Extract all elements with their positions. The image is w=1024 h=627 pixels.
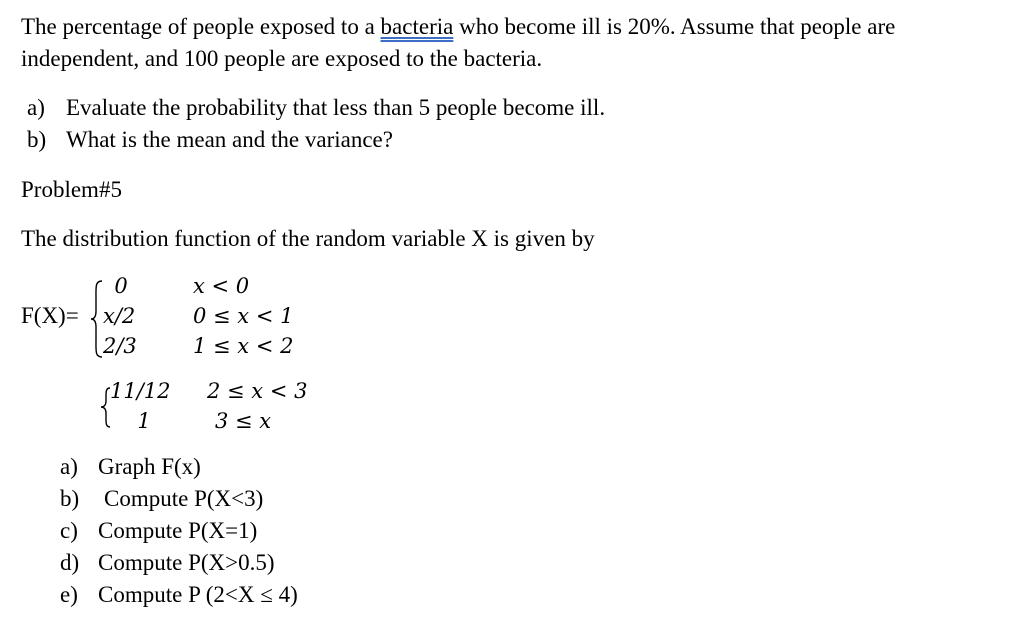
problem5-part-label-c: c) bbox=[60, 518, 78, 543]
case2-condition: 0 ≤ x < 1 bbox=[193, 304, 294, 328]
problem5-part-text-e: Compute P (2<X ≤ 4) bbox=[98, 582, 298, 607]
problem4-line1 bbox=[21, 13, 895, 41]
underlined-word-bacteria: bacteria bbox=[380, 14, 454, 39]
problem5-part-label-e: e) bbox=[60, 582, 78, 607]
problem4-text-after: who become ill is 20%. Assume that people are bbox=[453, 14, 896, 39]
problem5-part-text-d: Compute P(X>0.5) bbox=[98, 550, 275, 575]
problem4-line2: independent, and 100 people are exposed to the bacteria. bbox=[21, 46, 543, 71]
case1-condition: x < 0 bbox=[193, 274, 250, 298]
problem4-part-text-b: What is the mean and the variance? bbox=[66, 127, 393, 152]
case4-condition: 2 ≤ x < 3 bbox=[207, 379, 308, 403]
case5-value: 1 bbox=[137, 409, 151, 433]
case3-value: 2/3 bbox=[103, 334, 137, 358]
case1-value: 0 bbox=[114, 274, 128, 298]
problem5-part-label-d: d) bbox=[60, 550, 80, 575]
problem5-part-label-a: a) bbox=[60, 454, 78, 479]
problem5-part-label-b: b) bbox=[60, 486, 80, 511]
problem5-part-text-c: Compute P(X=1) bbox=[98, 518, 258, 543]
problem4-text-before: The percentage of people exposed to a bbox=[21, 14, 381, 39]
case2-value: x/2 bbox=[103, 304, 136, 328]
problem5-part-text-a: Graph F(x) bbox=[98, 454, 201, 479]
problem4-part-label-a: a) bbox=[27, 95, 45, 120]
case3-condition: 1 ≤ x < 2 bbox=[193, 334, 294, 358]
problem5-heading: Problem#5 bbox=[21, 177, 122, 202]
problem4-part-label-b: b) bbox=[27, 127, 47, 152]
problem5-part-text-b: Compute P(X<3) bbox=[104, 486, 264, 511]
function-label: F(X)= bbox=[21, 303, 79, 328]
problem4-part-text-a: Evaluate the probability that less than 5 people become ill. bbox=[66, 95, 606, 120]
problem5-statement: The distribution function of the random variable X is given by bbox=[21, 226, 595, 251]
case4-value: 11/12 bbox=[110, 379, 171, 403]
case5-condition: 3 ≤ x bbox=[215, 409, 272, 433]
